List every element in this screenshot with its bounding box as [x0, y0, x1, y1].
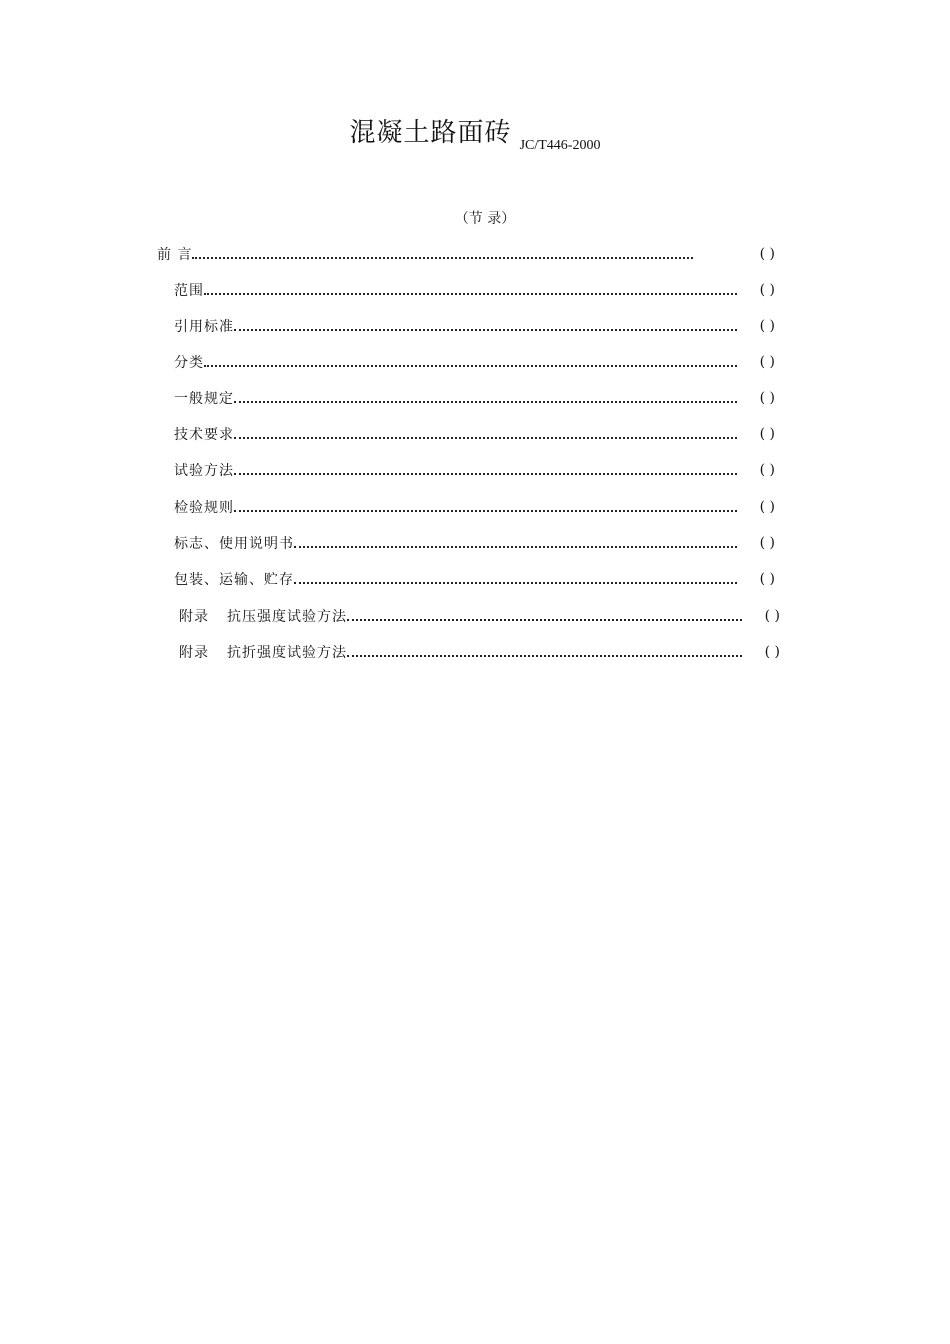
toc-dot-leader: [234, 423, 739, 445]
toc-entry[interactable]: [174, 532, 775, 554]
toc-entry-label: 范围: [174, 283, 204, 299]
toc-page-number: ( ): [759, 462, 775, 478]
toc-appendix-entry[interactable]: [179, 605, 780, 627]
toc-dot-leader: [294, 532, 739, 554]
toc-page-number: ( ): [759, 282, 775, 298]
toc-dot-leader: [347, 605, 744, 627]
toc-entry-label: 检验规则: [174, 500, 234, 516]
toc-entry[interactable]: [174, 423, 775, 445]
toc-page-number: ( ): [759, 426, 775, 442]
toc-dot-leader: [347, 641, 744, 663]
toc-dot-leader: [192, 243, 695, 265]
toc-entry[interactable]: [174, 279, 775, 301]
toc-entry[interactable]: [174, 568, 775, 590]
document-title: 混凝土路面砖: [349, 118, 512, 148]
toc-page-number: ( ): [759, 354, 775, 370]
toc-appendix-entry[interactable]: [179, 641, 780, 663]
toc-dot-leader: [234, 387, 739, 409]
toc-page-number: ( ): [759, 390, 775, 406]
toc-entry-label: 抗压强度试验方法: [227, 609, 347, 625]
toc-dot-leader: [204, 279, 739, 301]
toc-dot-leader: [204, 351, 739, 373]
toc-page-number: ( ): [764, 608, 780, 624]
toc-entry-label: 技术要求: [174, 427, 234, 443]
toc-entry-label: 试验方法: [174, 463, 234, 479]
toc-dot-leader: [234, 496, 739, 518]
toc-page-number: ( ): [764, 644, 780, 660]
toc-dot-leader: [294, 568, 739, 590]
toc-page-number: ( ): [759, 246, 775, 262]
standard-code: JC/T446-2000: [519, 138, 601, 153]
toc-entry-label: 一般规定: [174, 391, 234, 407]
toc-page-number: ( ): [759, 535, 775, 551]
toc-entry-preface[interactable]: [157, 243, 775, 265]
toc-entry-label: 分类: [174, 355, 204, 371]
toc-entry-label: 标志、使用说明书: [174, 536, 294, 552]
toc-page-number: ( ): [759, 571, 775, 587]
toc-entry[interactable]: [174, 387, 775, 409]
toc-entry[interactable]: [174, 496, 775, 518]
toc-entry[interactable]: [174, 459, 775, 481]
toc-entry[interactable]: [174, 315, 775, 337]
toc-dot-leader: [234, 315, 739, 337]
appendix-prefix: 附录: [179, 645, 209, 661]
toc-entry[interactable]: [174, 351, 775, 373]
toc-entry-label: 引用标准: [174, 319, 234, 335]
toc-page-number: ( ): [759, 318, 775, 334]
toc-entry-label: 前 言: [157, 247, 193, 263]
toc-dot-leader: [234, 459, 739, 481]
appendix-prefix: 附录: [179, 609, 209, 625]
document-subtitle: （节 录）: [454, 211, 516, 227]
toc-entry-label: 包装、运输、贮存: [174, 572, 294, 588]
toc-page-number: ( ): [759, 499, 775, 515]
toc-entry-label: 抗折强度试验方法: [227, 645, 347, 661]
